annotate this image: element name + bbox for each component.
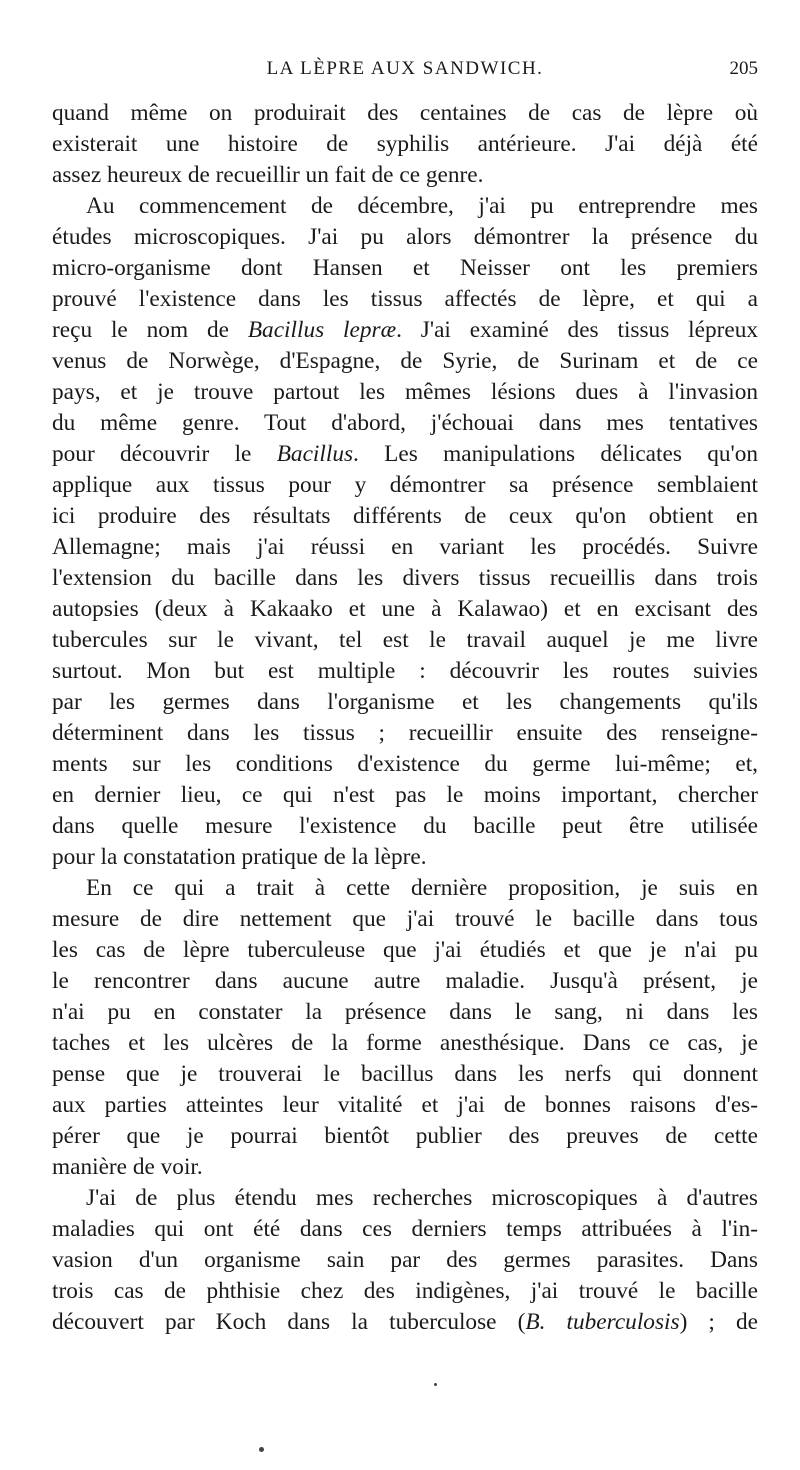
paragraph [52, 1183, 758, 1338]
page-body [52, 98, 758, 1338]
text-line: découvert par Koch dans la tuberculose (B. tuberculosis) ; de [52, 1309, 758, 1335]
text-line: trois cas de phthisie chez des indigènes, j'ai trouvé le bacille [52, 1278, 758, 1304]
text-line: pérer que je pourrai bientôt publier des preuves de cette [52, 1123, 758, 1149]
text-line: mesure de dire nettement que j'ai trouvé le bacille dans tous [52, 906, 758, 932]
text-line: en dernier lieu, ce qui n'est pas le moins important, chercher [52, 782, 758, 808]
text-line: vasion d'un organisme sain par des germes parasites. Dans [52, 1247, 758, 1273]
text-line: tubercules sur le vivant, tel est le travail auquel je me livre [52, 627, 758, 653]
text-line: pour découvrir le Bacillus. Les manipulations délicates qu'on [52, 441, 758, 467]
text-line: surtout. Mon but est multiple : découvrir les routes suivies [52, 658, 758, 684]
page-number: 205 [729, 58, 758, 79]
text-line: manière de voir. [52, 1154, 203, 1180]
text-line: J'ai de plus étendu mes recherches microscopiques à d'autres [86, 1185, 758, 1211]
paragraph [52, 191, 758, 873]
paragraph [52, 98, 758, 191]
text-line: autopsies (deux à Kakaako et une à Kalawao) et en excisant des [52, 596, 758, 622]
text-line: du même genre. Tout d'abord, j'échouai dans mes tentatives [52, 410, 758, 436]
text-line: venus de Norwège, d'Espagne, de Syrie, de Surinam et de ce [52, 348, 758, 374]
text-line: ments sur les conditions d'existence du germe lui-même; et, [52, 751, 758, 777]
text-line: pense que je trouverai le bacillus dans les nerfs qui donnent [52, 1061, 758, 1087]
text-line: le rencontrer dans aucune autre maladie. Jusqu'à présent, je [52, 968, 758, 994]
text-line: pays, et je trouve partout les mêmes lésions dues à l'invasion [52, 379, 758, 405]
text-line: n'ai pu en constater la présence dans le sang, ni dans les [52, 999, 758, 1025]
text-line: ici produire des résultats différents de ceux qu'on obtient en [52, 503, 758, 529]
running-title: LA LÈPRE AUX SANDWICH. [266, 58, 544, 79]
text-line: applique aux tissus pour y démontrer sa présence semblaient [52, 472, 758, 498]
text-line: assez heureux de recueillir un fait de ce genre. [52, 162, 484, 188]
text-line: Allemagne; mais j'ai réussi en variant les procédés. Suivre [52, 534, 758, 560]
text-line: déterminent dans les tissus ; recueillir ensuite des renseigne- [52, 720, 758, 746]
text-line: dans quelle mesure l'existence du bacille peut être utilisée [52, 813, 758, 839]
text-line: aux parties atteintes leur vitalité et j'ai de bonnes raisons d'es- [52, 1092, 758, 1118]
text-line: En ce qui a trait à cette dernière proposition, je suis en [86, 875, 758, 901]
text-line: taches et les ulcères de la forme anesthésique. Dans ce cas, je [52, 1030, 758, 1056]
paragraph [52, 873, 758, 1183]
text-line: existerait une histoire de syphilis antérieure. J'ai déjà été [52, 131, 758, 157]
text-line: l'extension du bacille dans les divers tissus recueillis dans trois [52, 565, 758, 591]
text-line: quand même on produirait des centaines de cas de lèpre où [52, 100, 758, 126]
text-line: micro-organisme dont Hansen et Neisser ont les premiers [52, 255, 758, 281]
text-line: Au commencement de décembre, j'ai pu entreprendre mes [86, 193, 758, 219]
text-line: par les germes dans l'organisme et les changements qu'ils [52, 689, 758, 715]
print-speck [259, 1447, 264, 1452]
running-head [52, 58, 758, 88]
text-line: prouvé l'existence dans les tissus affectés de lèpre, et qui a [52, 286, 758, 312]
print-speck [434, 1383, 437, 1386]
text-line: les cas de lèpre tuberculeuse que j'ai étudiés et que je n'ai pu [52, 937, 758, 963]
text-line: pour la constatation pratique de la lèpre. [52, 844, 427, 870]
text-line: reçu le nom de Bacillus lepræ. J'ai examiné des tissus lépreux [52, 317, 758, 343]
text-line: études microscopiques. J'ai pu alors démontrer la présence du [52, 224, 758, 250]
text-line: maladies qui ont été dans ces derniers temps attribuées à l'in- [52, 1216, 758, 1242]
